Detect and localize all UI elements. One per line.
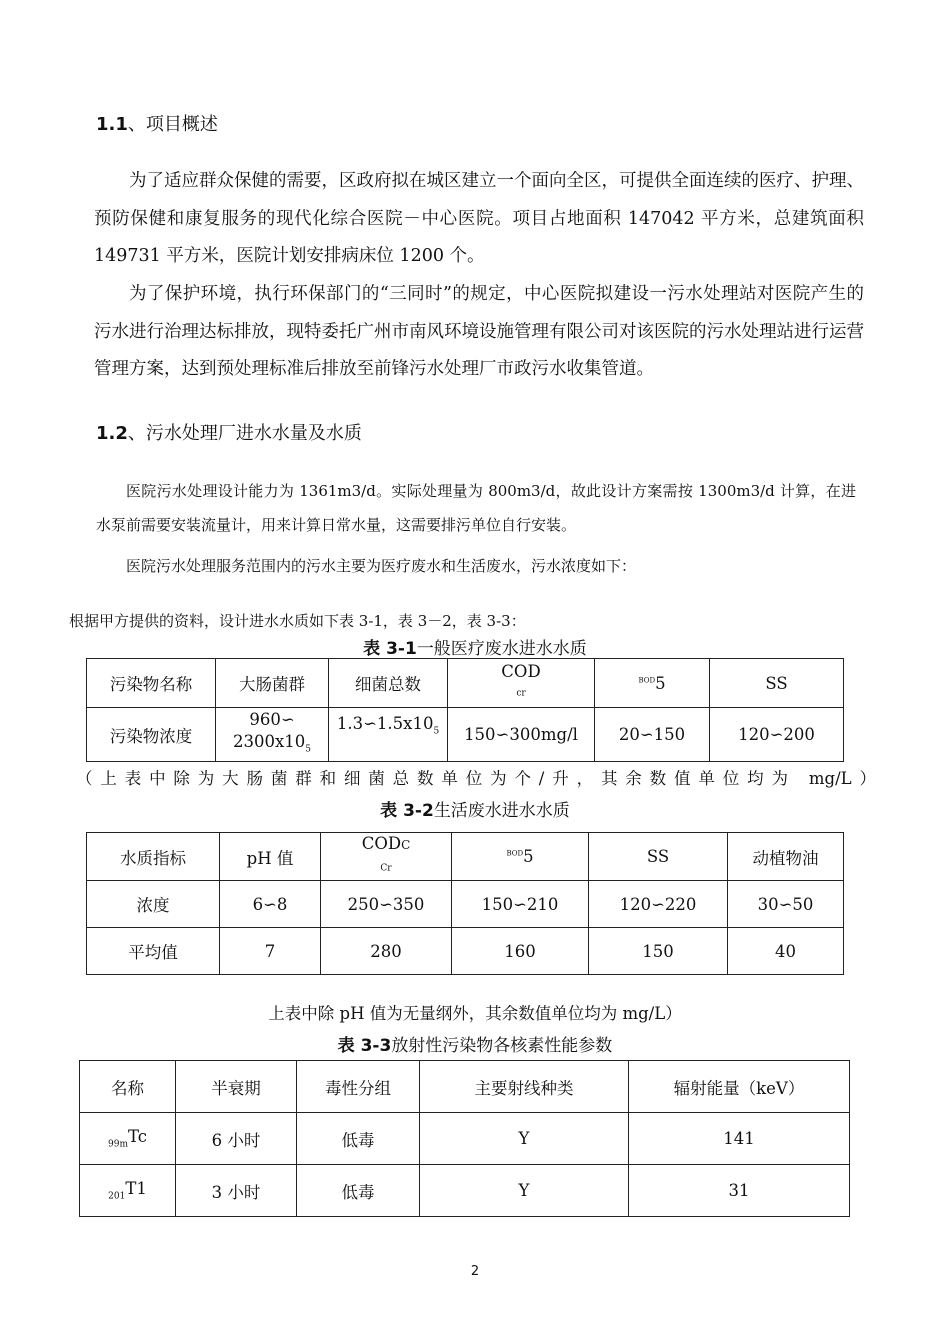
bod-subscript: 5	[523, 847, 534, 866]
table-cell	[329, 708, 448, 762]
header-cell: 水质指标	[87, 833, 220, 881]
table-header-row	[80, 1061, 850, 1113]
table-cell: 160	[452, 928, 589, 975]
table-cell: 141	[629, 1113, 850, 1165]
table-row	[87, 928, 844, 975]
cod-subscript: cr	[516, 688, 526, 699]
page-number: 2	[470, 1264, 480, 1279]
cell-subscript: 5	[433, 726, 440, 737]
isotope-symbol: T1	[125, 1179, 147, 1199]
caption-number: 表 3-1	[363, 639, 417, 659]
caption-text: 放射性污染物各核素性能参数	[391, 1036, 613, 1056]
table-cell: 20∽150	[595, 708, 710, 762]
table-caption	[0, 796, 950, 821]
table-cell: Y	[420, 1165, 629, 1217]
cod-suffix: C	[401, 838, 411, 853]
paragraph: 为了适应群众保健的需要，区政府拟在城区建立一个面向全区，可提供全面连续的医疗、护理、预防保健和康复服务的现代化综合医院－中心医院。项目占地面积 147042 平方米，总建筑面积 149731 平方米，医院计划安排病床位 1200 个。	[94, 171, 864, 266]
table-cell: 280	[321, 928, 452, 975]
table-header-row	[87, 833, 844, 881]
table-cell: 浓度	[87, 881, 220, 928]
table-cell: 150∽210	[452, 881, 589, 928]
bod-subscript: 5	[655, 673, 666, 693]
cod-subscript: Cr	[380, 863, 392, 874]
section-number: 1.1	[96, 114, 128, 135]
table-cell: 6 小时	[176, 1113, 297, 1165]
caption-text: 一般医疗废水进水水质	[416, 639, 587, 659]
table-cell: 污染物浓度	[87, 708, 216, 762]
paragraph: 根据甲方提供的资料，设计进水水质如下表 3-1，表 3－2，表 3-3：	[69, 612, 526, 630]
table-cell: 低毒	[297, 1165, 420, 1217]
table-cell: Y	[420, 1113, 629, 1165]
paragraph: 医院污水处理设计能力为 1361m3/d。实际处理量为 800m3/d，故此设计方案需按 1300m3/d 计算，在进水泵前需要安装流量计，用来计算日常水量，这需要排污单位自行安装。	[96, 482, 856, 534]
header-cell: 细菌总数	[329, 659, 448, 708]
section-heading-1-2	[96, 419, 362, 445]
table-cell	[80, 1165, 176, 1217]
table-note: （上表中除为大肠菌群和细菌总数单位为个/升，其余数值单位均为 mg/L）	[76, 769, 876, 788]
cod-label: COD	[501, 662, 541, 682]
cell-text: 1.3∽1.5x10	[336, 714, 434, 733]
cell-text: 2300x10	[232, 731, 306, 751]
header-cell: SS	[589, 833, 728, 881]
table-cell: 250∽350	[321, 881, 452, 928]
table-cell: 7	[220, 928, 321, 975]
table-domestic-wastewater	[86, 832, 844, 975]
table-cell	[80, 1113, 176, 1165]
header-cell: 名称	[80, 1061, 176, 1113]
section-number: 1.2	[96, 423, 128, 444]
header-cell: 辐射能量（keV）	[629, 1061, 850, 1113]
table-cell: 平均值	[87, 928, 220, 975]
table-medical-wastewater	[86, 658, 844, 762]
isotope-mass: 99m	[108, 1139, 129, 1150]
header-cell	[448, 659, 595, 708]
table-cell: 150	[589, 928, 728, 975]
header-cell: 污染物名称	[87, 659, 216, 708]
table-caption	[0, 1031, 950, 1056]
bod-label: BOD	[638, 676, 656, 684]
caption-number: 表 3-3	[337, 1036, 392, 1056]
table-row	[80, 1113, 850, 1165]
table-cell: 120∽220	[589, 881, 728, 928]
section-title: 、污水处理厂进水水量及水质	[127, 423, 362, 444]
caption-number: 表 3-2	[380, 801, 434, 821]
table-cell: 3 小时	[176, 1165, 297, 1217]
cell-subscript: 5	[305, 744, 312, 755]
cod-label: COD	[361, 834, 402, 854]
cell-text: 960∽	[249, 709, 295, 729]
section-title: 、项目概述	[127, 114, 218, 135]
isotope-mass: 201	[108, 1191, 126, 1202]
paragraph: 为了保护环境，执行环保部门的“三同时”的规定，中心医院拟建设一污水处理站对医院产生的污水进行治理达标排放，现特委托广州市南风环境设施管理有限公司对该医院的污水处理站进行运营管理方案，达到预处理标准后排放至前锋污水处理厂市政污水收集管道。	[94, 284, 864, 379]
header-cell	[595, 659, 710, 708]
table-caption	[0, 634, 950, 659]
header-cell: SS	[710, 659, 844, 708]
table-cell: 低毒	[297, 1113, 420, 1165]
table-cell: 30∽50	[728, 881, 844, 928]
table-row	[87, 881, 844, 928]
header-cell: 半衰期	[176, 1061, 297, 1113]
table-cell: 31	[629, 1165, 850, 1217]
header-cell: 主要射线种类	[420, 1061, 629, 1113]
table-cell: 6∽8	[220, 881, 321, 928]
table-radioactive-nuclides	[79, 1060, 850, 1217]
isotope-symbol: Tc	[128, 1127, 147, 1147]
header-cell	[321, 833, 452, 881]
bod-label: BOD	[506, 849, 524, 858]
caption-text: 生活废水进水水质	[433, 801, 570, 821]
header-cell: 毒性分组	[297, 1061, 420, 1113]
section-heading-1-1	[96, 110, 218, 136]
header-cell	[452, 833, 589, 881]
table-row	[87, 708, 844, 762]
paragraph: 医院污水处理服务范围内的污水主要为医疗废水和生活废水，污水浓度如下：	[126, 557, 637, 575]
header-cell: 动植物油	[728, 833, 844, 881]
table-header-row	[87, 659, 844, 708]
header-cell: pH 值	[220, 833, 321, 881]
header-cell: 大肠菌群	[216, 659, 329, 708]
table-note: 上表中除 pH 值为无量纲外，其余数值单位均为 mg/L）	[268, 1004, 682, 1023]
table-row	[80, 1165, 850, 1217]
table-cell	[216, 708, 329, 762]
table-cell: 120∽200	[710, 708, 844, 762]
table-cell: 150∽300mg/l	[448, 708, 595, 762]
table-cell: 40	[728, 928, 844, 975]
